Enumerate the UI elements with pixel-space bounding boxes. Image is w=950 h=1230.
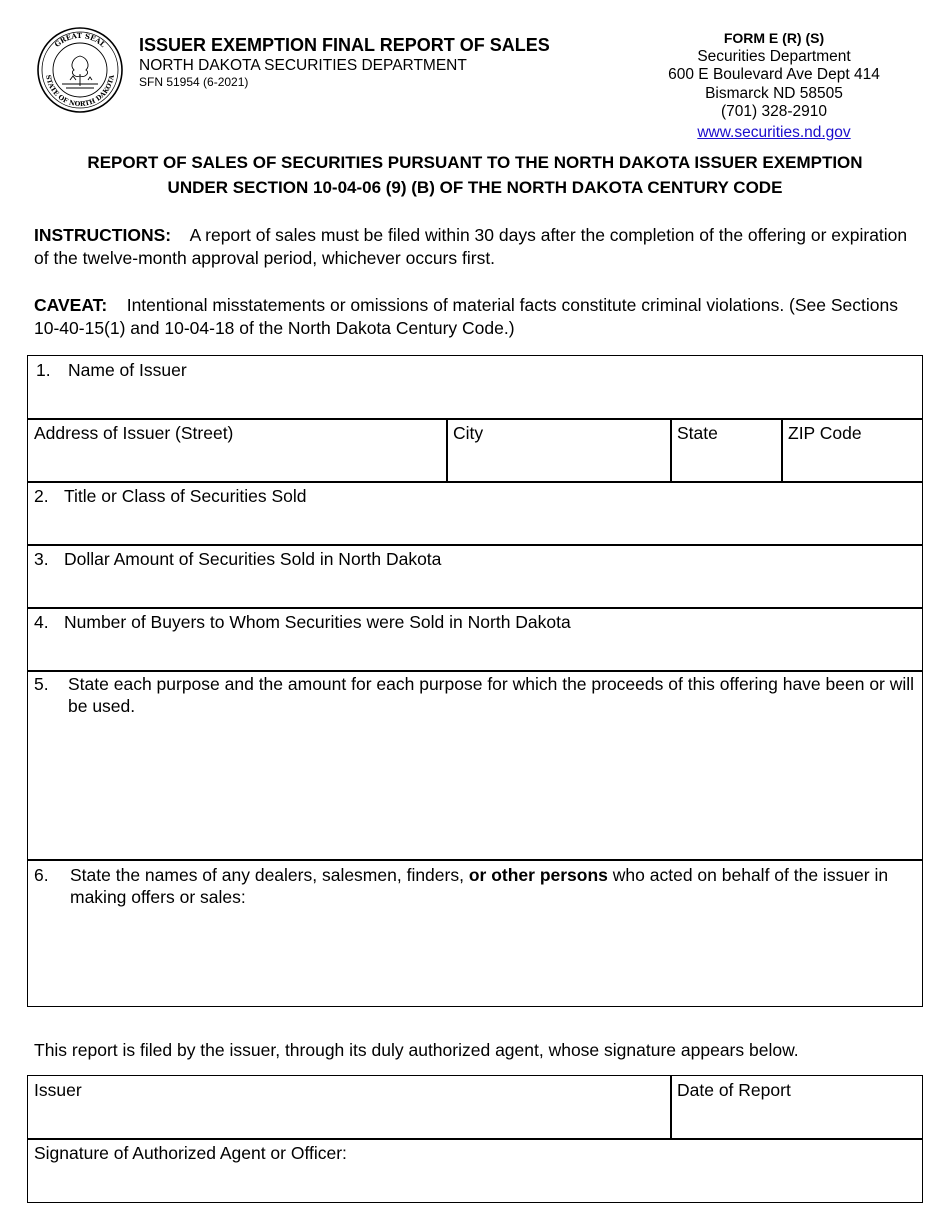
website-link[interactable]: www.securities.nd.gov [697,123,851,141]
city-label: City [453,423,484,443]
zip-label: ZIP Code [788,423,862,443]
issuer-label: Issuer [34,1080,82,1100]
state-seal-icon [36,26,124,114]
date-label: Date of Report [677,1080,791,1100]
item6-label-bold: or other persons [468,865,608,885]
agent-signature-field[interactable] [27,1138,923,1203]
item6-label [70,864,916,1003]
report-title-line1: REPORT OF SALES OF SECURITIES PURSUANT TO THE NORTH DAKOTA ISSUER EXEMPTION [87,153,863,172]
street-address: 600 E Boulevard Ave Dept 414 [668,66,880,83]
item6-label-end: who acted on behalf of the issuer in making offers or sales: [70,865,889,907]
item3-label: Dollar Amount of Securities Sold in North Dakota [64,549,442,569]
item1-label: Name of Issuer [68,360,187,380]
item1-number: 1. [36,360,51,380]
caveat-text: Intentional misstatements or omissions of material facts constitute criminal violations. (See Sections 10-40-15(1) and 10-04-18 of the North Dakota Century Code.) [34,295,899,338]
instructions-text: A report of sales must be filed within 30 days after the completion of the offering or expiration of the twelve-month approval period, whichever occurs first. [34,225,908,268]
item4-label: Number of Buyers to Whom Securities were Sold in North Dakota [64,612,571,632]
issuer-zip-field[interactable] [781,418,923,483]
dollar-amount-field[interactable] [27,544,923,609]
issuer-signature-name-field[interactable] [27,1075,672,1140]
issuer-state-field[interactable] [670,418,783,483]
report-date-field[interactable] [670,1075,923,1140]
caveat-label: CAVEAT: [34,295,108,315]
state-label: State [677,423,718,443]
form-number: SFN 51954 (6-2021) [139,75,249,89]
seal-bottom-text: STATE OF NORTH DAKOTA [44,74,116,109]
item3-number: 3. [34,549,49,569]
form-id: FORM E (R) (S) [723,30,825,46]
item5-number: 5. [34,674,49,694]
instructions-label: INSTRUCTIONS: [34,225,172,245]
item4-number: 4. [34,612,49,632]
contact-block [620,29,928,142]
item2-label: Title or Class of Securities Sold [64,486,307,506]
city-state-zip: Bismarck ND 58505 [705,84,843,102]
signature-label: Signature of Authorized Agent or Officer: [34,1143,347,1163]
department-name: NORTH DAKOTA SECURITIES DEPARTMENT [139,57,467,74]
proceeds-purpose-field[interactable] [27,670,923,861]
buyers-count-field[interactable] [27,607,923,672]
issuer-name-field[interactable] [27,355,923,420]
agents-names-field[interactable] [27,859,923,1007]
report-title [20,150,930,200]
issuer-street-field[interactable] [27,418,448,483]
filed-note: This report is filed by the issuer, through its duly authorized agent, whose signature appears below. [34,1040,799,1060]
report-title-line2: UNDER SECTION 10-04-06 (9) (B) OF THE NORTH DAKOTA CENTURY CODE [167,178,783,197]
item6-number: 6. [34,865,49,885]
street-label: Address of Issuer (Street) [34,423,234,443]
issuer-city-field[interactable] [446,418,672,483]
securities-class-field[interactable] [27,481,923,546]
item6-label-start: State the names of any dealers, salesmen, finders, [70,865,464,885]
office-name: Securities Department [697,47,851,65]
svg-text:GREAT SEAL [53,31,108,49]
item2-number: 2. [34,486,49,506]
form-title: ISSUER EXEMPTION FINAL REPORT OF SALES [139,35,550,55]
instructions-paragraph [34,224,914,270]
caveat-paragraph [34,294,914,340]
item5-label: State each purpose and the amount for each purpose for which the proceeds of this offering have been or will be used. [68,674,915,716]
phone-number: (701) 328-2910 [721,103,827,120]
seal-top-text: GREAT SEAL [52,30,108,49]
